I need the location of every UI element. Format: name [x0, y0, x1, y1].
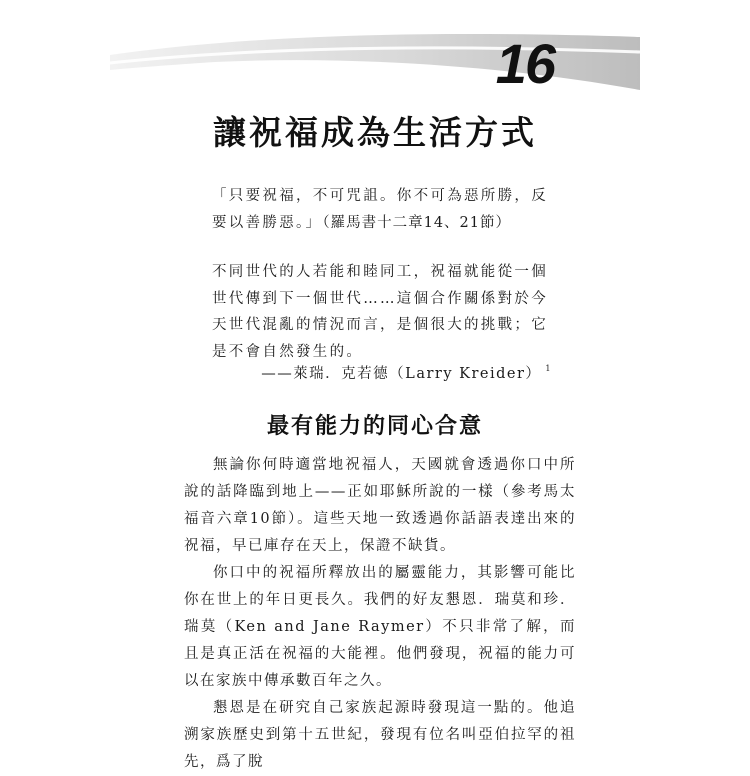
body-paragraph: 懇恩是在研究自己家族起源時發現這一點的。他追溯家族歷史到第十五世紀，發現有位名叫亞伯拉罕的祖先，爲了脫: [184, 700, 576, 770]
body-text: [184, 452, 576, 776]
chapter-number: 16: [495, 32, 554, 95]
body-paragraph: 無論你何時適當地祝福人，天國就會透過你口中所說的話降臨到地上——正如耶穌所說的一樣（參考馬太福音六章10節）。這些天地一致透過你話語表達出來的祝福，早已庫存在天上，保證不缺貨。: [184, 457, 576, 554]
quote-text: 不同世代的人若能和睦同工，祝福就能從一個世代傳到下一個世代……這個合作關係對於今天世代混亂的情況而言，是個很大的挑戰；它是不會自然發生的。: [212, 264, 548, 360]
attribution-text: ——萊瑞．克若德（Larry Kreider）: [261, 366, 542, 382]
chapter-title: 讓祝福成為生活方式: [213, 113, 537, 152]
chapter-swoosh-graphic: [0, 0, 750, 120]
epigraph-reference: （羅馬書十二章14、21節）: [322, 214, 512, 231]
footnote-marker: 1: [545, 364, 552, 373]
quote-attribution: [261, 362, 552, 383]
section-heading: 最有能力的同心合意: [266, 414, 483, 439]
epigraph-text: 「只要祝福，不可咒詛。你不可為惡所勝，反要以善勝惡。」: [212, 188, 548, 231]
epigraph: [212, 183, 562, 236]
body-paragraph: 你口中的祝福所釋放出的屬靈能力，其影響可能比你在世上的年日更長久。我們的好友懇恩．瑞莫和珍．瑞莫（Ken and Jane Raymer）不只非常了解，而且是真正活在祝福的大能裡。他們發現，祝福的能力可以在家族中傳承數百年之久。: [184, 565, 576, 689]
